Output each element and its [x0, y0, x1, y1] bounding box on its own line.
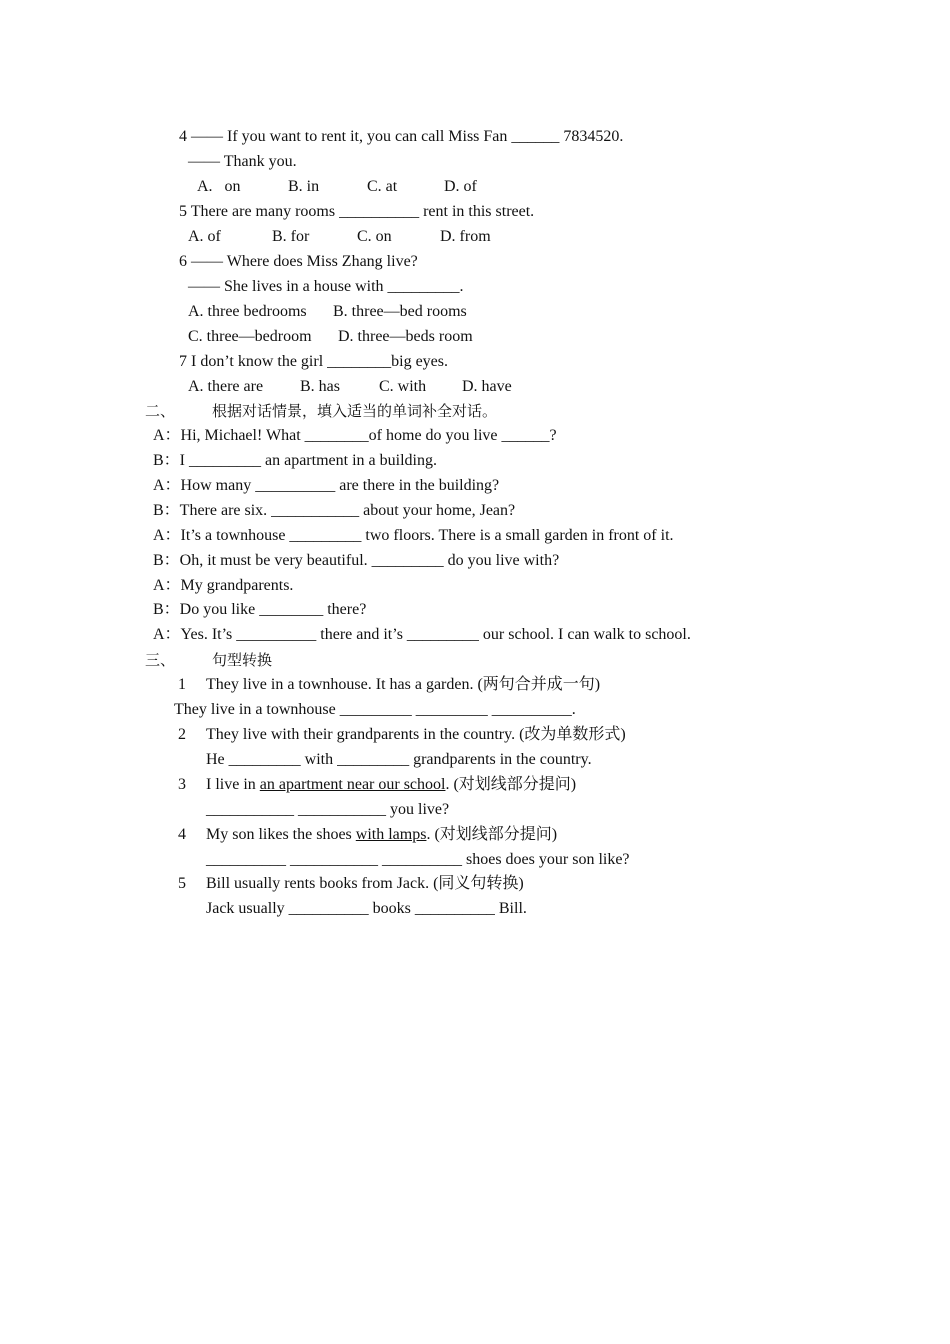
q6-option-d: D. three—beds room [338, 328, 473, 345]
item-text: They live in a townhouse. It has a garden. (两句合并成一句) [206, 676, 601, 693]
item-text-after: . (对划线部分提问) [426, 826, 558, 843]
q4-option-a: A. on [197, 178, 241, 195]
item-text-before: My son likes the shoes [206, 826, 356, 843]
q7-option-b: B. has [300, 378, 340, 395]
item-number: 3 [178, 776, 186, 793]
q5-option-c: C. on [357, 228, 392, 245]
q6-option-a: A. three bedrooms [188, 303, 307, 320]
section2-heading: 根据对话情景，填入适当的单词补全对话。 [212, 402, 498, 420]
q6-option-b: B. three—bed rooms [333, 303, 467, 320]
item-answer: They live in a townhouse _________ _________ __________. [174, 701, 576, 718]
q4-option-b: B. in [288, 178, 320, 195]
dialogue-line: A：Yes. It’s __________ there and it’s _________ our school. I can walk to school. [153, 626, 691, 643]
item-text-before: I live in [206, 776, 260, 793]
dialogue-line: B：There are six. ___________ about your home, Jean? [153, 502, 516, 519]
q7-option-a: A. there are [188, 378, 264, 395]
q7-stem: 7 I don’t know the girl ________big eyes. [179, 353, 449, 370]
item-text: Bill usually rents books from Jack. (同义句转换) [206, 875, 524, 892]
q6-option-c: C. three—bedroom [188, 328, 312, 345]
dialogue-line: A：Hi, Michael! What ________of home do you live ______? [153, 427, 557, 444]
dialogue-line: B：Oh, it must be very beautiful. _________ do you live with? [153, 552, 560, 569]
q5-option-d: D. from [440, 228, 491, 245]
section3-heading: 句型转换 [212, 651, 273, 669]
q5-option-a: A. of [188, 228, 221, 245]
item-text [206, 825, 557, 845]
q4-reply: —— Thank you. [188, 153, 297, 170]
dialogue-line: B：Do you like ________ there? [153, 601, 367, 618]
item-text: They live with their grandparents in the country. (改为单数形式) [206, 726, 626, 743]
q4-option-c: C. at [367, 178, 398, 195]
q5-stem: 5 There are many rooms __________ rent in this street. [179, 203, 535, 220]
q6-reply: —— She lives in a house with _________. [188, 278, 464, 295]
item-number: 4 [178, 826, 186, 843]
q7-option-c: C. with [379, 378, 427, 395]
dialogue-line: A：My grandparents. [153, 577, 294, 594]
section3-number: 三、 [145, 651, 176, 669]
item-answer: Jack usually __________ books __________ Bill. [206, 900, 527, 917]
q7-option-d: D. have [462, 378, 512, 395]
item-answer: He _________ with _________ grandparents in the country. [206, 751, 592, 768]
underlined-phrase: an apartment near our school [259, 776, 446, 793]
item-number: 2 [178, 726, 186, 743]
item-number: 5 [178, 875, 186, 892]
q5-option-b: B. for [272, 228, 310, 245]
underlined-phrase: with lamps [355, 826, 427, 843]
item-text [206, 775, 576, 795]
dialogue-line: B：I _________ an apartment in a building. [153, 452, 437, 469]
q6-stem: 6 —— Where does Miss Zhang live? [179, 253, 418, 270]
section2-number: 二、 [145, 402, 176, 420]
item-answer: ___________ ___________ you live? [206, 801, 450, 818]
q4-option-d: D. of [444, 178, 477, 195]
item-number: 1 [178, 676, 186, 693]
dialogue-line: A：It’s a townhouse _________ two floors. There is a small garden in front of it. [153, 527, 674, 544]
dialogue-line: A：How many __________ are there in the building? [153, 477, 500, 494]
item-text-after: . (对划线部分提问) [445, 776, 577, 793]
q4-stem: 4 —— If you want to rent it, you can call Miss Fan ______ 7834520. [179, 128, 624, 145]
item-answer: __________ ___________ __________ shoes does your son like? [206, 851, 630, 868]
